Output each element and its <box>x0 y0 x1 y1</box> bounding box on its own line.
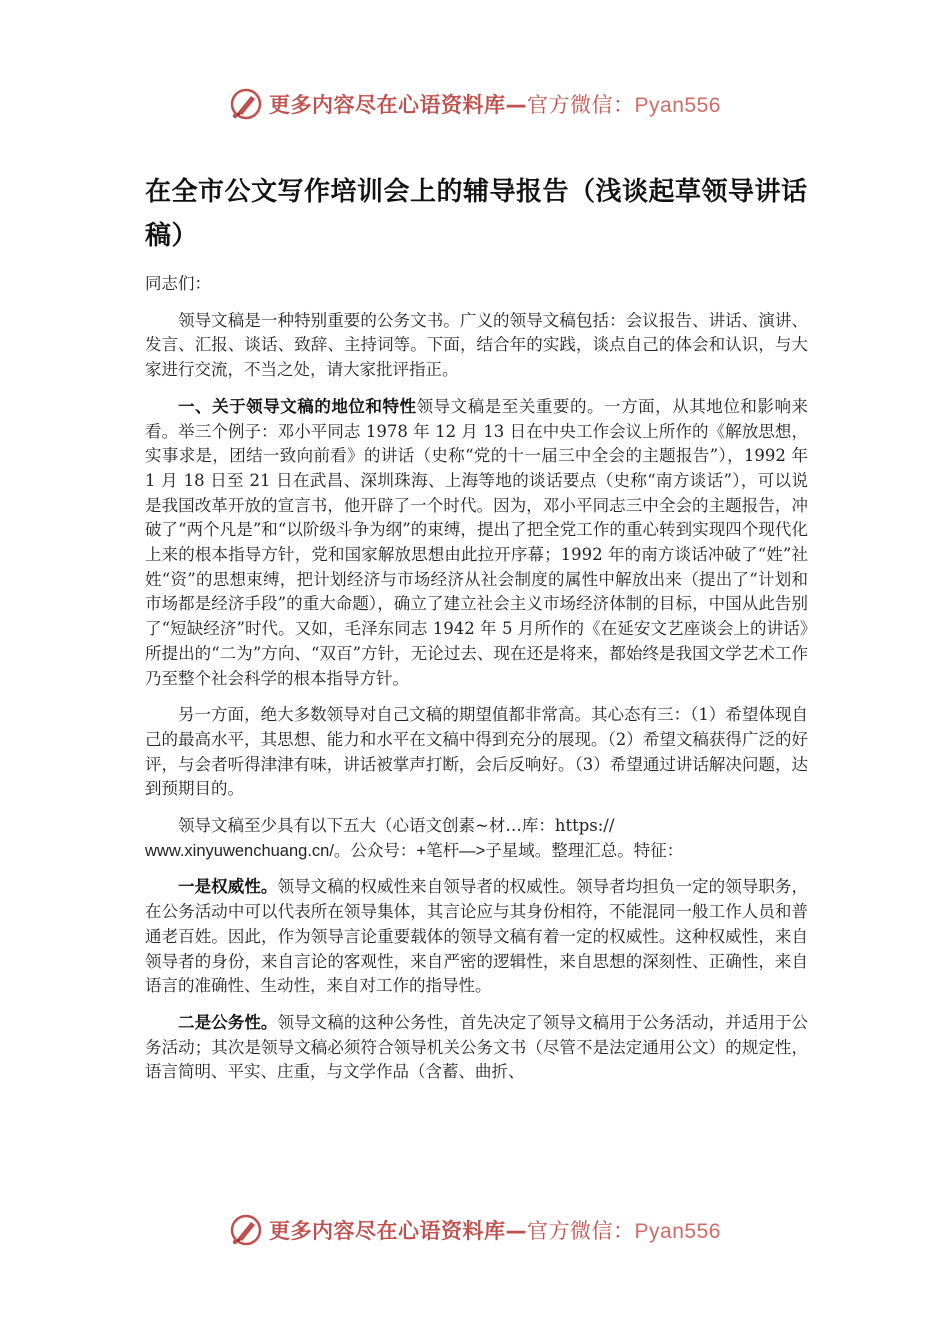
banner-slogan: 更多内容尽在心语资料库 <box>269 93 506 117</box>
intro-paragraph: 领导文稿是一种特别重要的公务文书。广义的领导文稿包括：会议报告、讲话、演讲、发言、汇报、谈话、致辞、主持词等。下面，结合年的实践，谈点自己的体会和认识，与大家进行交流，不当之处，请大家批评指正。 <box>145 310 808 380</box>
features-intro-text-2: www.xinyuwenchuang.cn/。公众号：+笔杆—>子星域。整理汇总。特征： <box>145 841 684 860</box>
document-title: 在全市公文写作培训会上的辅导报告（浅谈起草领导讲话稿） <box>145 177 808 251</box>
banner-separator: — <box>505 93 528 117</box>
authority-heading: 一是权威性。 <box>178 877 278 897</box>
banner-wechat-id: Pyan556 <box>634 1220 721 1243</box>
pen-logo-icon <box>229 1213 263 1247</box>
header-banner <box>0 84 950 124</box>
banner-slogan: 更多内容尽在心语资料库 <box>269 1219 506 1243</box>
banner-official-label: 官方微信： <box>527 93 635 117</box>
features-intro-line2 <box>145 839 808 864</box>
section1-paragraph <box>145 395 808 691</box>
banner-text <box>269 1215 721 1245</box>
banner-official-label: 官方微信： <box>527 1219 635 1243</box>
footer-banner <box>0 1210 950 1250</box>
section1-body: 领导文稿是至关重要的。一方面，从其地位和影响来看。举三个例子：邓小平同志 1978 年 12 月 13 日在中央工作会议上所作的《解放思想，实事求是，团结一致向前看》的讲话（史称“党的十一届三中全会的主题报告”），1992 年 1 月 18 日至 21 日在武昌、深圳珠海、上海等地的谈话要点（史称“南方谈话”），可以说是我国改革开放的宣言书，他开辟了一个时代。因为，邓小平同志三中全会的主题报告，冲破了“两个凡是”和“以阶级斗争为纲”的束缚，提出了把全党工作的重心转到实现四个现代化上来的根本指导方针，党和国家解放思想由此拉开序幕；1992 年的南方谈话冲破了“姓”社姓“资”的思想束缚，把计划经济与市场经济从社会制度的属性中解放出来（提出了“计划和市场都是经济手段”的重大命题），确立了建立社会主义市场经济体制的目标，中国从此告别了“短缺经济”时代。又如，毛泽东同志 1942 年 5 月所作的《在延安文艺座谈会上的讲话》所提出的“二为”方向、“双百”方针，无论过去、现在还是将来，都始终是我国文学艺术工作乃至整个社会科学的根本指导方针。 <box>145 396 809 688</box>
pen-logo-icon <box>229 87 263 121</box>
official-body: 领导文稿的这种公务性，首先决定了领导文稿用于公务活动，并适用于公务活动；其次是领导文稿必须符合领导机关公务文书（尽管不是法定通用公文）的规定性，语言简明、平实、庄重，与文学作品（含蓄、曲折、 <box>145 1012 809 1082</box>
banner-separator: — <box>505 1219 528 1243</box>
banner-text <box>269 89 721 119</box>
official-heading: 二是公务性。 <box>178 1012 278 1032</box>
banner-wechat-id: Pyan556 <box>634 94 721 117</box>
salutation: 同志们： <box>145 274 211 293</box>
features-intro-line1 <box>145 814 808 839</box>
authority-body: 领导文稿的权威性来自领导者的权威性。领导者均担负一定的领导职务，在公务活动中可以代表所在领导集体，其言论应与其身份相符，不能混同一般工作人员和普通老百姓。因此，作为领导言论重要载体的领导文稿有着一定的权威性。这种权威性，来自领导者的身份，来自言论的客观性，来自严密的逻辑性，来自思想的深刻性、正确性，来自语言的准确性、生动性，来自对工作的指导性。 <box>145 877 809 996</box>
document-body <box>145 170 808 1085</box>
features-intro-text-1: 领导文稿至少具有以下五大（心语文创素~材…库：https:// <box>178 816 615 836</box>
authority-paragraph <box>145 875 808 999</box>
expectations-paragraph: 另一方面，绝大多数领导对自己文稿的期望值都非常高。其心态有三：（1）希望体现自己的最高水平，其思想、能力和水平在文稿中得到充分的展现。（2）希望文稿获得广泛的好评，与会者听得津津有味，讲话被掌声打断，会后反响好。（3）希望通过讲话解决问题，达到预期目的。 <box>145 705 808 799</box>
section1-heading: 一、关于领导文稿的地位和特性 <box>178 396 417 416</box>
official-paragraph <box>145 1011 808 1085</box>
